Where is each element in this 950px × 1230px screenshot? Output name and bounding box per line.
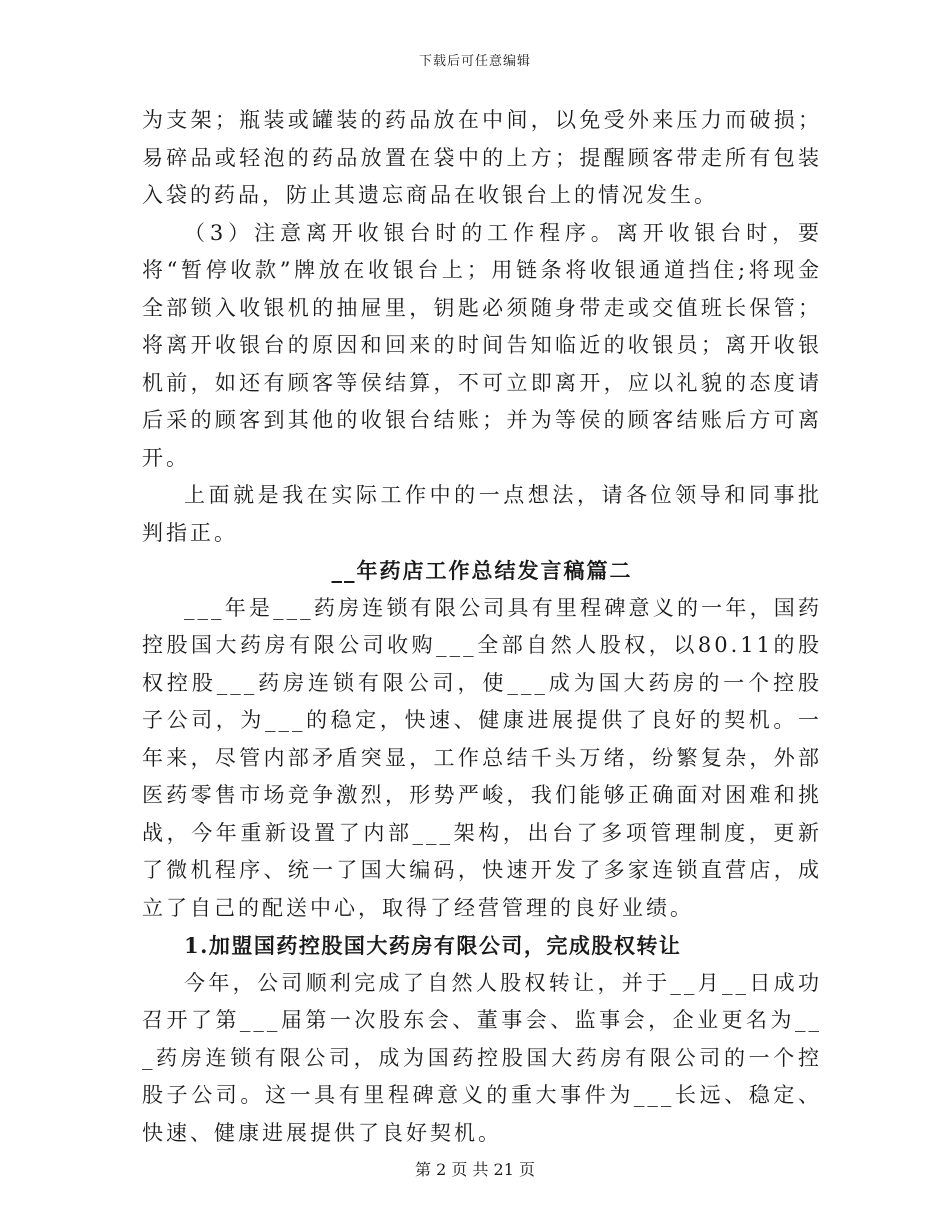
paragraph-cashier-procedure: （3）注意离开收银台时的工作程序。离开收银台时，要将“暂停收款”牌放在收银台上；用链条将收银通道挡住;将现金全部锁入收银机的抽屉里，钥匙必须随身带走或交值班长保管；将离开收银台的原因和回来的时间告知临近的收银员；离开收银机前，如还有顾客等侯结算，不可立即离开，应以礼貌的态度请后采的顾客到其他的收银台结账；并为等侯的顾客结账后方可离开。 — [142, 220, 822, 470]
subheading-equity-transfer: 1.加盟国药控股国大药房有限公司，完成股权转让 — [184, 933, 682, 958]
section-title: __年药店工作总结发言稿篇二 — [331, 558, 633, 583]
paragraph-equity-transfer: 今年，公司顺利完成了自然人股权转让，并于__月__日成功召开了第___届第一次股东会、董事会、监事会，企业更名为___药房连锁有限公司，成为国药控股国大药房有限公司的一个控股子公司。这一具有里程碑意义的重大事件为___长远、稳定、快速、健康进展提供了良好契机。 — [142, 970, 822, 1145]
paragraph-continued: 为支架；瓶装或罐装的药品放在中间，以免受外来压力而破损；易碎品或轻泡的药品放置在袋中的上方；提醒顾客带走所有包装入袋的药品，防止其遗忘商品在收银台上的情况发生。 — [142, 108, 822, 207]
paragraph-company-overview: ___年是___药房连锁有限公司具有里程碑意义的一年，国药控股国大药房有限公司收购___全部自然人股权，以80.11的股权控股___药房连锁有限公司，使___成为国大药房的一个控股子公司，为___的稳定，快速、健康进展提供了良好的契机。一年来，尽管内部矛盾突显，工作总结千头万绪，纷繁复杂，外部医药零售市场竞争激烈，形势严峻，我们能够正确面对困难和挑战，今年重新设置了内部___架构，出台了多项管理制度，更新了微机程序、统一了国大编码，快速开发了多家连锁直营店，成立了自己的配送中心，取得了经营管理的良好业绩。 — [142, 595, 822, 920]
paragraph-closing: 上面就是我在实际工作中的一点想法，请各位领导和同事批判指正。 — [142, 483, 822, 545]
page-footer: 第 2 页 共 21 页 — [415, 1160, 535, 1179]
document-body — [142, 102, 822, 1152]
page-header: 下载后可任意编辑 — [418, 54, 531, 69]
